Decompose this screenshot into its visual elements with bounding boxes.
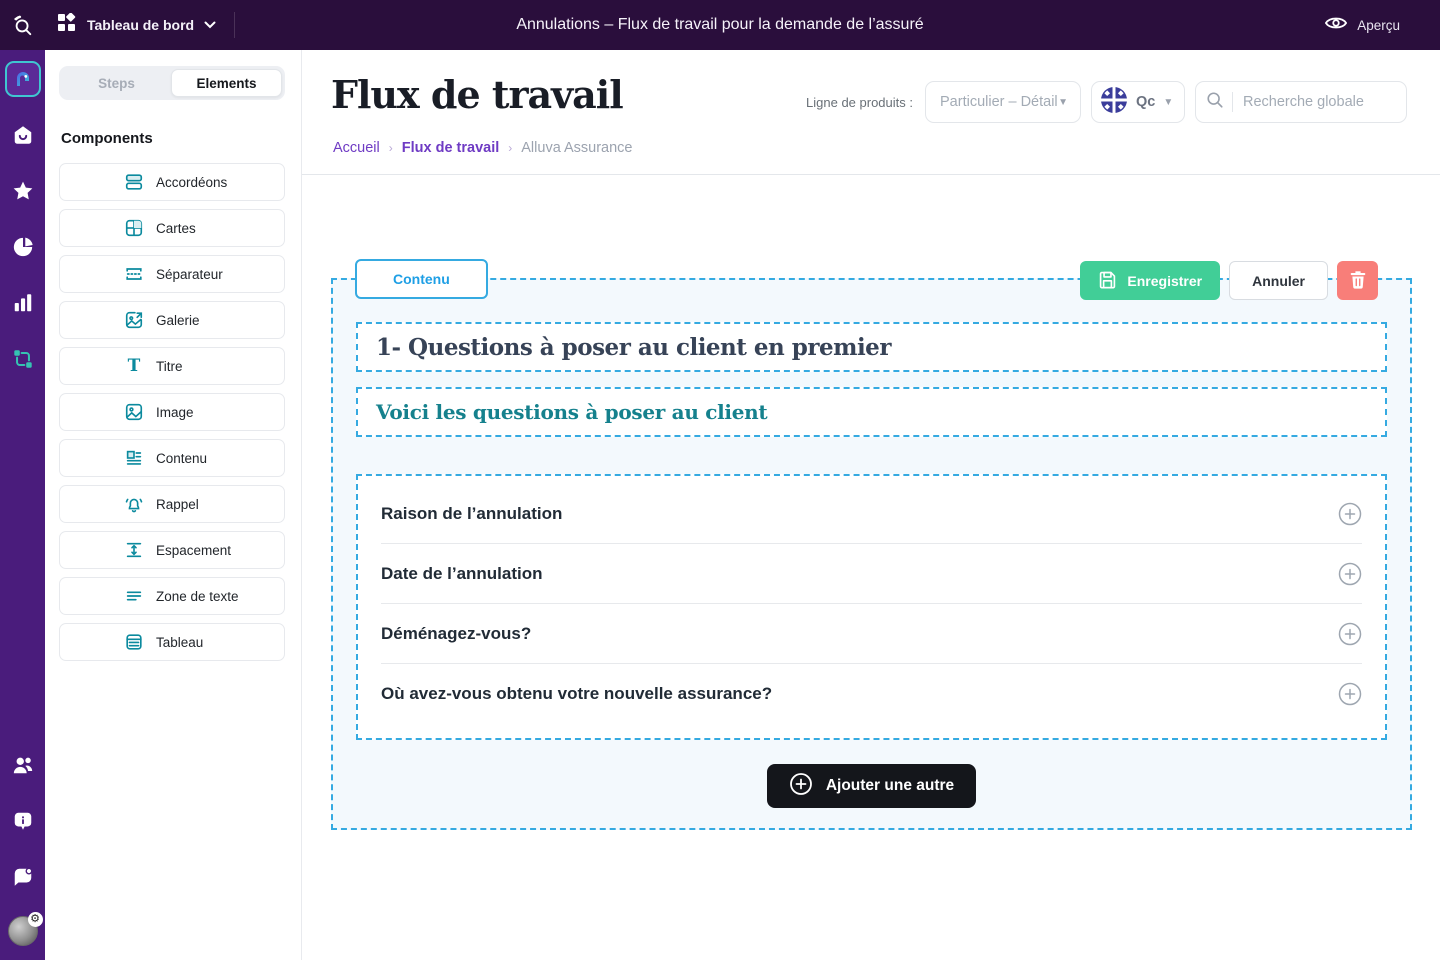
search-divider <box>1232 92 1233 112</box>
question-row[interactable]: Déménagez-vous? <box>381 604 1362 664</box>
questions-accordion-block <box>356 474 1387 740</box>
expand-plus-icon[interactable] <box>1338 682 1362 706</box>
app-logo-icon[interactable] <box>6 62 40 96</box>
component-accordions[interactable]: Accordéons <box>59 163 285 201</box>
product-line-select[interactable]: Particulier – Détail ▼ <box>925 81 1081 123</box>
question-row[interactable]: Raison de l’annulation <box>381 484 1362 544</box>
expand-plus-icon[interactable] <box>1338 562 1362 586</box>
delete-button[interactable] <box>1337 261 1378 300</box>
chat-icon[interactable] <box>6 860 40 894</box>
title-icon: T <box>127 355 141 376</box>
question-row[interactable]: Date de l’annulation <box>381 544 1362 604</box>
sidebar-mode-toggle <box>59 66 285 100</box>
workflow-icon[interactable] <box>6 342 40 376</box>
plus-circle-icon <box>789 772 813 801</box>
main-content <box>302 50 1440 960</box>
search-icon <box>1206 91 1224 114</box>
grid-icon <box>57 13 77 38</box>
cards-icon <box>122 218 146 238</box>
scan-search-icon[interactable] <box>6 8 40 42</box>
breadcrumb-separator: › <box>508 141 513 155</box>
component-textarea[interactable]: Zone de texte <box>59 577 285 615</box>
reminder-icon <box>122 494 146 514</box>
topbar <box>0 0 1440 50</box>
tab-steps[interactable]: Steps <box>98 75 135 91</box>
save-icon <box>1098 270 1117 292</box>
preview-button[interactable] <box>1325 15 1400 36</box>
star-icon[interactable] <box>6 174 40 208</box>
component-spacing[interactable]: Espacement <box>59 531 285 569</box>
app-switcher[interactable] <box>57 13 216 38</box>
info-icon[interactable] <box>6 804 40 838</box>
save-button[interactable]: Enregistrer <box>1080 261 1220 300</box>
search-input[interactable] <box>1243 94 1373 110</box>
app-switcher-label: Tableau de bord <box>87 17 195 33</box>
content-icon <box>122 448 146 468</box>
cancel-button[interactable]: Annuler <box>1229 261 1328 300</box>
breadcrumb-home[interactable]: Accueil <box>333 140 380 156</box>
elements-sidebar <box>45 50 302 960</box>
main-header <box>302 50 1440 175</box>
settings-gear-icon: ⚙ <box>28 912 43 927</box>
chevron-down-icon <box>204 16 216 34</box>
section-subtitle: Voici les questions à poser au client <box>376 400 768 424</box>
home-smile-icon[interactable] <box>6 118 40 152</box>
component-cards[interactable]: Cartes <box>59 209 285 247</box>
breadcrumb-workflow[interactable]: Flux de travail <box>401 140 500 156</box>
preview-label: Aperçu <box>1357 17 1400 33</box>
question-row[interactable]: Où avez-vous obtenu votre nouvelle assurance? <box>381 664 1362 724</box>
image-icon <box>122 402 146 422</box>
table-icon <box>122 632 146 652</box>
breadcrumb <box>333 140 633 156</box>
add-another-button[interactable]: Ajouter une autre <box>767 764 976 808</box>
trash-icon <box>1349 270 1367 292</box>
locale-select[interactable]: Qc ▼ <box>1091 81 1185 123</box>
component-content[interactable]: Contenu <box>59 439 285 477</box>
component-image[interactable]: Image <box>59 393 285 431</box>
expand-plus-icon[interactable] <box>1338 622 1362 646</box>
chevron-down-icon: ▼ <box>1163 96 1174 108</box>
product-line-label: Ligne de produits : <box>806 94 913 110</box>
workflow-editor-canvas <box>331 271 1412 830</box>
section-subtitle-block[interactable] <box>356 387 1387 437</box>
icon-rail <box>0 50 45 960</box>
breadcrumb-separator: › <box>388 141 393 155</box>
global-search <box>1195 81 1407 123</box>
accordion-icon <box>122 172 146 192</box>
expand-plus-icon[interactable] <box>1338 502 1362 526</box>
gallery-icon <box>122 310 146 330</box>
tab-contenu[interactable]: Contenu <box>355 259 488 299</box>
separator-icon <box>122 264 146 284</box>
tab-elements[interactable]: Elements <box>171 69 282 97</box>
breadcrumb-current: Alluva Assurance <box>521 140 633 156</box>
components-heading: Components <box>61 130 153 147</box>
topbar-divider <box>234 12 235 38</box>
pie-chart-icon[interactable] <box>6 230 40 264</box>
component-separator[interactable]: Séparateur <box>59 255 285 293</box>
section-title-block[interactable] <box>356 322 1387 372</box>
page-topbar-title: Annulations – Flux de travail pour la demande de l’assuré <box>516 16 924 33</box>
section-title: 1- Questions à poser au client en premier <box>376 333 891 361</box>
component-reminder[interactable]: Rappel <box>59 485 285 523</box>
user-avatar[interactable] <box>8 913 40 946</box>
chevron-down-icon: ▼ <box>1058 96 1068 108</box>
textarea-icon <box>122 586 146 606</box>
component-table[interactable]: Tableau <box>59 623 285 661</box>
page-title: Flux de travail <box>331 72 623 117</box>
bar-chart-icon[interactable] <box>6 286 40 320</box>
quebec-flag-icon <box>1100 86 1128 119</box>
spacing-icon <box>122 540 146 560</box>
component-gallery[interactable]: Galerie <box>59 301 285 339</box>
users-icon[interactable] <box>6 748 40 782</box>
component-title[interactable]: T Titre <box>59 347 285 385</box>
eye-icon <box>1325 15 1347 36</box>
